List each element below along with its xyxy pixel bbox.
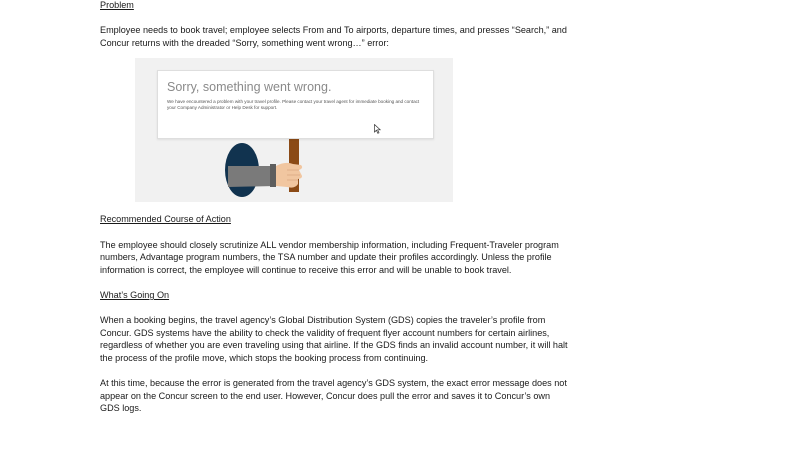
whats-going-on-heading: What’s Going On bbox=[100, 289, 170, 300]
problem-heading: Problem bbox=[100, 0, 134, 10]
error-message-card bbox=[157, 70, 434, 139]
closing-paragraph: At this time, because the error is generated from the travel agency’s GDS system, the exact error message does not appear on the Concur screen to the end user. However, Concur does pull the error and saves it to Concur’s own GDS logs. bbox=[100, 378, 567, 414]
whats-going-on-paragraph: When a booking begins, the travel agency’s Global Distribution System (GDS) copies the traveler’s profile from Concur. GDS systems have the ability to check the validity of frequent flyer account numbers for certain airlines, regardless of whether you are even traveling using that airline. If the GDS finds an invalid account number, it will halt the process of the profile move, which stops the booking process from continuing. bbox=[100, 315, 568, 363]
document-body bbox=[100, 0, 570, 415]
person-sleeve bbox=[228, 166, 275, 187]
recommended-action-paragraph: The employee should closely scrutinize ALL vendor membership information, including Frequent-Traveler program numbers, Advantage program numbers, the TSA number and update their profiles accordingly. Unless the profile information is correct, the employee will continue to receive this error and will be unable to book travel. bbox=[100, 239, 559, 275]
error-title: Sorry, something went wrong. bbox=[167, 80, 332, 95]
error-illustration bbox=[135, 58, 453, 202]
mouse-pointer-icon bbox=[374, 124, 382, 134]
error-body-text: We have encountered a problem with your travel profile. Please contact your travel agent for immediate booking and contact your Company Administrator or Help Desk for support. bbox=[167, 99, 420, 111]
problem-paragraph: Employee needs to book travel; employee selects From and To airports, departure times, and presses “Search,” and Concur returns with the dreaded “Sorry, something went wrong…” error: bbox=[100, 25, 567, 48]
recommended-action-heading: Recommended Course of Action bbox=[100, 214, 231, 225]
sleeve-cuff bbox=[270, 164, 276, 187]
